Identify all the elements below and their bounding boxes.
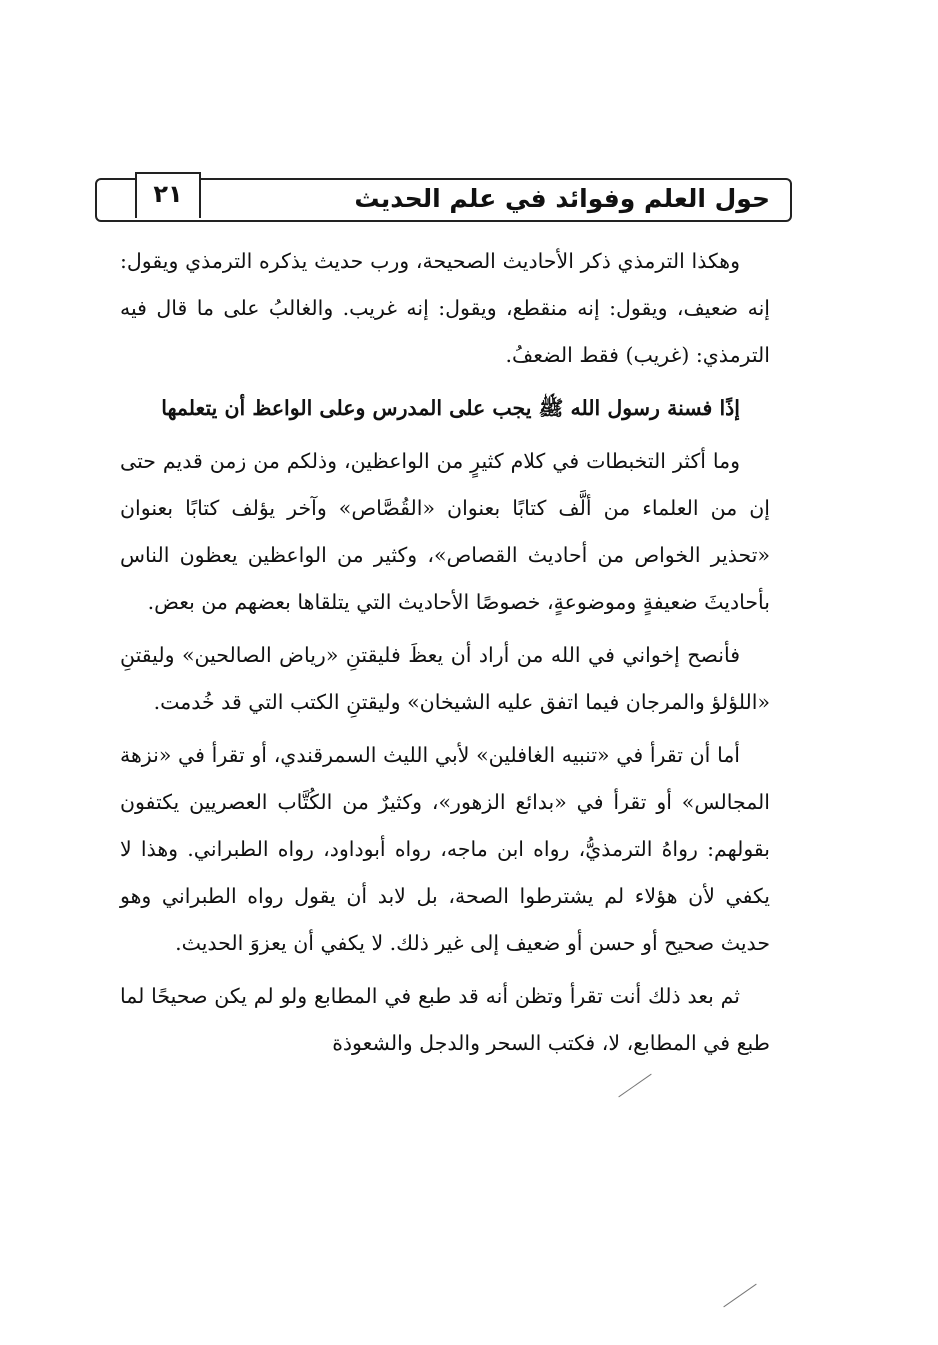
paragraph-4: فأنصح إخواني في الله من أراد أن يعظَ فليقتنِ «رياض الصالحين» وليقتنِ «اللؤلؤ والمرجان فيما اتفق عليه الشيخان» وليقتنِ الكتب التي قد خُدمت.: [120, 643, 770, 714]
page-number-tab: [135, 172, 201, 218]
paragraph-3: وما أكثر التخبطات في كلام كثيرٍ من الواعظين، وذلكم من زمن قديم حتى إن من العلماء من ألَّف كتابًا بعنوان «القُصَّاص» وآخر يؤلف كتابًا بعنوان «تحذير الخواص من أحاديث القصاص»، وكثير من الواعظين يعظون الناس بأحاديثَ ضعيفةٍ وموضوعةٍ، خصوصًا الأحاديث التي يتلقاها بعضهم من بعض.: [120, 449, 770, 614]
paragraph-2: إذًا فسنة رسول الله ﷺ يجب على المدرس وعلى الواعظ أن يتعلمها: [161, 396, 740, 420]
scan-mark: [618, 1074, 651, 1098]
paragraph-6: ثم بعد ذلك أنت تقرأ وتظن أنه قد طبع في المطابع ولو لم يكن صحيحًا لما طبع في المطابع، لا، فكتب السحر والدجل والشعوذة: [120, 984, 770, 1055]
body-text: [120, 238, 770, 1073]
paragraph-1: وهكذا الترمذي ذكر الأحاديث الصحيحة، ورب حديث يذكره الترمذي ويقول: إنه ضعيف، ويقول: إنه منقطع، ويقول: إنه غريب. والغالبُ على ما قال فيه الترمذي: (غريب) فقط الضعفُ.: [120, 249, 770, 367]
header-title: حول العلم وفوائد في علم الحديث: [354, 184, 770, 213]
page-number: ٢١: [153, 180, 183, 208]
paragraph-5: أما أن تقرأ في «تنبيه الغافلين» لأبي الليث السمرقندي، أو تقرأ في «نزهة المجالس» أو تقرأ في «بدائع الزهور»، وكثيرٌ من الكُتَّاب العصريين يكتفون بقولهم: رواهُ الترمذيُّ، رواه ابن ماجه، رواه أبوداود، رواه الطبراني. وهذا لا يكفي لأن هؤلاء لم يشترطوا الصحة، بل لابد أن يقول رواه الطبراني وهو حديث صحيح أو حسن أو ضعيف إلى غير ذلك. لا يكفي أن يعزوَ الحديث.: [120, 743, 770, 955]
scan-mark: [723, 1284, 756, 1308]
